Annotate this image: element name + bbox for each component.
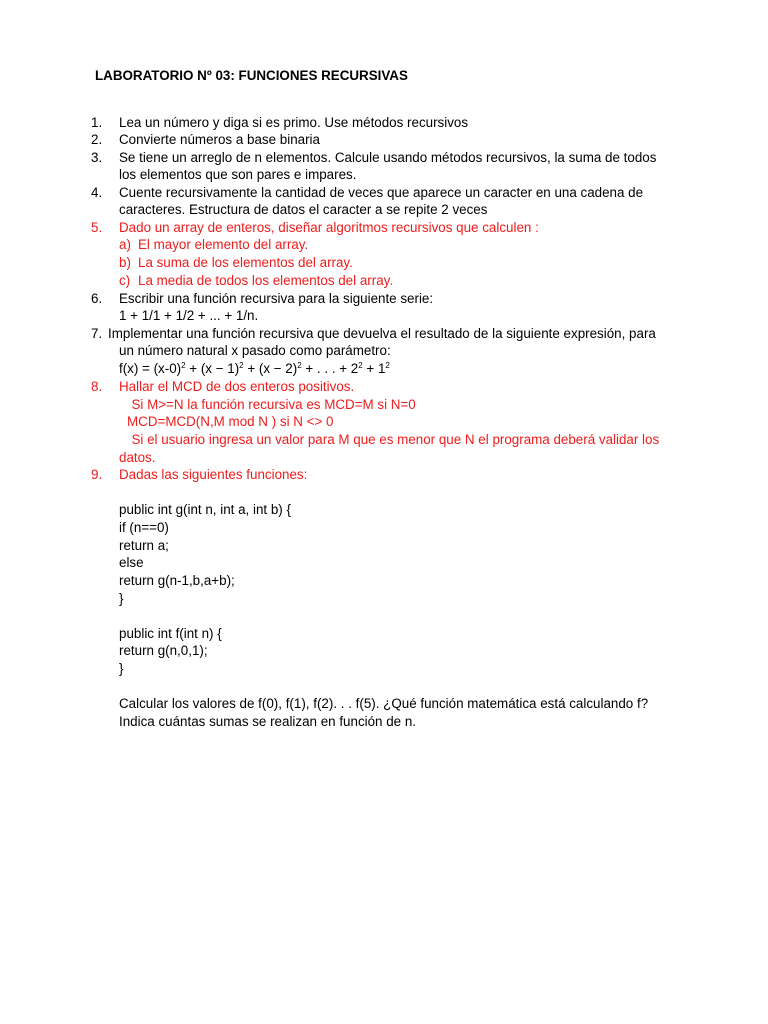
item-6-text-line1: Escribir una función recursiva para la siguiente serie: <box>119 291 434 306</box>
item-8-number: 8. <box>91 379 103 394</box>
item-7-formula <box>119 361 390 377</box>
formula-part-5: + 1 <box>362 361 386 376</box>
item-8-text-line1: Hallar el MCD de dos enteros positivos. <box>119 379 355 394</box>
item-5c-text: La media de todos los elementos del array. <box>138 273 394 288</box>
item-7-number: 7. <box>91 326 103 341</box>
item-1-number: 1. <box>91 115 103 130</box>
formula-exp-4: 2 <box>358 361 363 370</box>
item-4-number: 4. <box>91 185 103 200</box>
code-g-line-1: public int g(int n, int a, int b) { <box>119 502 291 517</box>
item-3-text-line2: los elementos que son pares e impares. <box>119 167 357 182</box>
item-9-text: Dadas las siguientes funciones: <box>119 467 308 482</box>
item-8-text-line2: Si M>=N la función recursiva es MCD=M si N=0 <box>124 397 416 412</box>
item-8-text-line5: datos. <box>119 450 156 465</box>
code-g-line-6: } <box>119 591 124 606</box>
code-f-line-3: } <box>119 661 124 676</box>
formula-part-4: + . . . + 2 <box>301 361 359 376</box>
code-g-line-5: return g(n-1,b,a+b); <box>119 573 235 588</box>
item-5c-marker: c) <box>119 273 131 288</box>
formula-exp-5: 2 <box>385 361 390 370</box>
item-1-text: Lea un número y diga si es primo. Use métodos recursivos <box>119 115 469 130</box>
document-title: LABORATORIO Nº 03: FUNCIONES RECURSIVAS <box>95 68 408 83</box>
item-2-number: 2. <box>91 132 103 147</box>
item-6-number: 6. <box>91 291 103 306</box>
closing-line-1: Calcular los valores de f(0), f(1), f(2). . . f(5). ¿Qué función matemática está calculando f? <box>119 696 649 711</box>
item-6-text-line2: 1 + 1/1 + 1/2 + ... + 1/n. <box>119 308 259 323</box>
item-5-number: 5. <box>91 220 103 235</box>
formula-exp-2: 2 <box>239 361 244 370</box>
code-g-line-4: else <box>119 555 144 570</box>
formula-part-3: + (x − 2) <box>243 361 298 376</box>
item-4-text-line1: Cuente recursivamente la cantidad de veces que aparece un caracter en una cadena de <box>119 185 644 200</box>
item-3-number: 3. <box>91 150 103 165</box>
code-g-line-3: return a; <box>119 538 169 553</box>
formula-exp-1: 2 <box>181 361 186 370</box>
code-g-line-2: if (n==0) <box>119 520 169 535</box>
closing-line-2: Indica cuántas sumas se realizan en función de n. <box>119 714 417 729</box>
item-5a-text: El mayor elemento del array. <box>138 237 309 252</box>
item-7-text-line1: Implementar una función recursiva que devuelva el resultado de la siguiente expresión, para <box>108 326 656 341</box>
item-2-text: Convierte números a base binaria <box>119 132 320 147</box>
item-5-text: Dado un array de enteros, diseñar algoritmos recursivos que calculen : <box>119 220 539 235</box>
item-8-text-line4: Si el usuario ingresa un valor para M que es menor que N el programa deberá validar los <box>124 432 660 447</box>
item-9-number: 9. <box>91 467 103 482</box>
item-4-text-line2: caracteres. Estructura de datos el caracter a se repite 2 veces <box>119 202 488 217</box>
item-5b-marker: b) <box>119 255 131 270</box>
item-8-text-line3: MCD=MCD(N,M mod N ) si N <> 0 <box>127 414 334 429</box>
item-5a-marker: a) <box>119 237 131 252</box>
formula-part-2: + (x − 1) <box>185 361 240 376</box>
item-7-text-line2: un número natural x pasado como parámetro: <box>119 343 391 358</box>
code-f-line-2: return g(n,0,1); <box>119 643 208 658</box>
formula-exp-3: 2 <box>297 361 302 370</box>
item-3-text-line1: Se tiene un arreglo de n elementos. Calcule usando métodos recursivos, la suma de todos <box>119 150 657 165</box>
item-5b-text: La suma de los elementos del array. <box>138 255 353 270</box>
formula-part-1: f(x) = (x-0) <box>119 361 182 376</box>
code-f-line-1: public int f(int n) { <box>119 626 222 641</box>
